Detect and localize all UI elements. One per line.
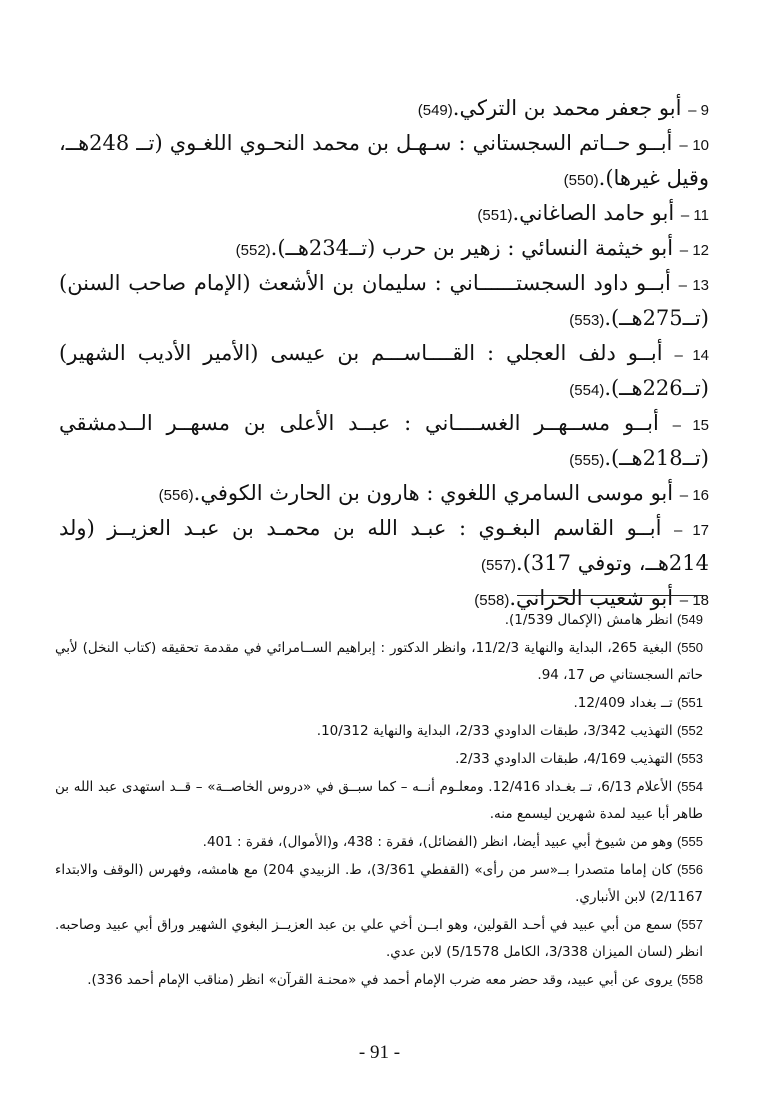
entry-number: 14 –	[674, 347, 709, 364]
entry-text: أبو خيثمة النسائي : زهير بن حرب (تــ234هــ).	[270, 236, 674, 260]
entry-number: 10 –	[679, 137, 709, 154]
list-item	[59, 92, 709, 127]
entries-list	[59, 92, 709, 617]
footnote	[55, 856, 703, 911]
footnote-number: 556)	[676, 862, 703, 877]
entry-text: أبو شعيب الحراني.	[509, 586, 674, 610]
entry-text: أبــو حــاتم السجستاني : سـهـل بن محمد النحـوي اللغـوي (تــ 248هــ، وقيل غيرها).	[59, 131, 709, 190]
entry-text: أبو جعفر محمد بن التركي.	[452, 96, 682, 120]
footnote-text: كان إماما متصدرا بــ«سر من رأى» (القفطي 3/361)، ط. الزبيدي 204) مع هامشه، وفهرس (الوقف والابتداء 2/1167) لابن الأنباري.	[55, 862, 703, 905]
footnote-number: 550)	[676, 640, 703, 655]
footnote-number: 551)	[676, 695, 703, 710]
entry-text: أبو حامد الصاغاني.	[512, 201, 675, 225]
footnote-reference: (553)	[569, 312, 605, 329]
entry-text: أبــو دلف العجلي : القــــاســـم بن عيسى (الأمير الأديب الشهير) (تــ226هــ).	[59, 341, 709, 400]
footnote	[55, 717, 703, 745]
list-item	[59, 407, 709, 477]
footnote-number: 554)	[676, 779, 703, 794]
footnote-text: وهو من شيوخ أبي عبيد أيضا، انظر (الفضائل)، فقرة : 438، و(الأموال)، فقرة : 401.	[202, 834, 673, 850]
page-number: - 91 -	[358, 1042, 401, 1063]
footnote-reference: (558)	[474, 592, 510, 609]
footnote-number: 558)	[676, 972, 703, 987]
entry-number: 18 –	[679, 592, 709, 609]
list-item	[59, 127, 709, 197]
footnote	[55, 911, 703, 966]
footnote-text: التهذيب 4/169، طبقات الداودي 2/33.	[455, 751, 673, 767]
footnote	[55, 634, 703, 689]
footnote-text: يروى عن أبي عبيد، وقد حضر معه ضرب الإمام أحمد في «محنـة القرآن» انظر (مناقب الإمام أحمد 336).	[87, 972, 673, 988]
footnote-reference: (556)	[158, 487, 194, 504]
list-item	[59, 197, 709, 232]
list-item	[59, 477, 709, 512]
footnote	[55, 745, 703, 773]
footnote-text: تــ بغداد 12/409.	[573, 695, 673, 711]
entry-number: 17 –	[673, 522, 709, 539]
footnote-text: الأعلام 6/13، تــ بغـداد 12/416. ومعلـوم أنــه – كما سبــق في «دروس الخاصــة» – قــد استهدى عبد الله بن طاهر أبا عبيد لمدة شهرين ليسمع منه.	[55, 779, 703, 822]
list-item	[59, 337, 709, 407]
footnote-text: سمع من أبي عبيد في أحـد القولين، وهو ابــن أخي علي بن عبد العزيــز البغوي الشهير وراق أبي عبيد وصاحبه. انظر (لسان الميزان 3/338، الكامل 5/1578) لابن عدي.	[55, 917, 703, 960]
footnotes-section	[55, 606, 703, 994]
footnote-reference: (555)	[569, 452, 605, 469]
entry-number: 13 –	[678, 277, 709, 294]
footnote-reference: (557)	[481, 557, 517, 574]
footnote-text: التهذيب 3/342، طبقات الداودي 2/33، البداية والنهاية 10/312.	[316, 723, 673, 739]
footnote	[55, 689, 703, 717]
list-item	[59, 232, 709, 267]
footnote-reference: (551)	[477, 207, 513, 224]
footnote-reference: (554)	[569, 382, 605, 399]
footnote	[55, 606, 703, 634]
footnote	[55, 773, 703, 828]
footnote	[55, 966, 703, 994]
list-item	[59, 267, 709, 337]
entry-text: أبــو مســهــر الغســــاني : عبــد الأعلى بن مسهــر الــدمشقي (تــ218هــ).	[59, 411, 709, 470]
footnote-divider	[517, 595, 707, 596]
footnote-text: البغية 265، البداية والنهاية 11/2/3، وانظر الدكتور : إبراهيم الســامرائي في مقدمة تحقيقه (كتاب النخل) لأبي حاتم السجستاني ص 17، 94.	[55, 640, 703, 683]
footnote-reference: (552)	[235, 242, 271, 259]
list-item	[59, 512, 709, 582]
footnote	[55, 828, 703, 856]
entry-number: 16 –	[679, 487, 709, 504]
footnote-reference: (549)	[417, 102, 453, 119]
entry-number: 15 –	[672, 417, 709, 434]
footnote-text: انظر هامش (الإكمال 1/539).	[504, 612, 673, 628]
footnote-number: 553)	[676, 751, 703, 766]
footnote-number: 552)	[676, 723, 703, 738]
entry-number: 9 –	[688, 102, 709, 119]
entry-text: أبو موسى السامري اللغوي : هارون بن الحارث الكوفي.	[193, 481, 674, 505]
footnote-number: 555)	[676, 834, 703, 849]
footnote-number: 557)	[676, 917, 703, 932]
entry-text: أبــو القاسم البغـوي : عبـد الله بن محمـد بن عبـد العزيــز (ولد 214هــ، وتوفي 317).	[59, 516, 709, 575]
entry-number: 12 –	[679, 242, 709, 259]
entry-text: أبــو داود السجستــــــاني : سليمان بن الأشعث (الإمام صاحب السنن) (تــ275هــ).	[59, 271, 709, 330]
footnote-reference: (550)	[563, 172, 599, 189]
entry-number: 11 –	[680, 207, 709, 224]
footnote-number: 549)	[676, 612, 703, 627]
